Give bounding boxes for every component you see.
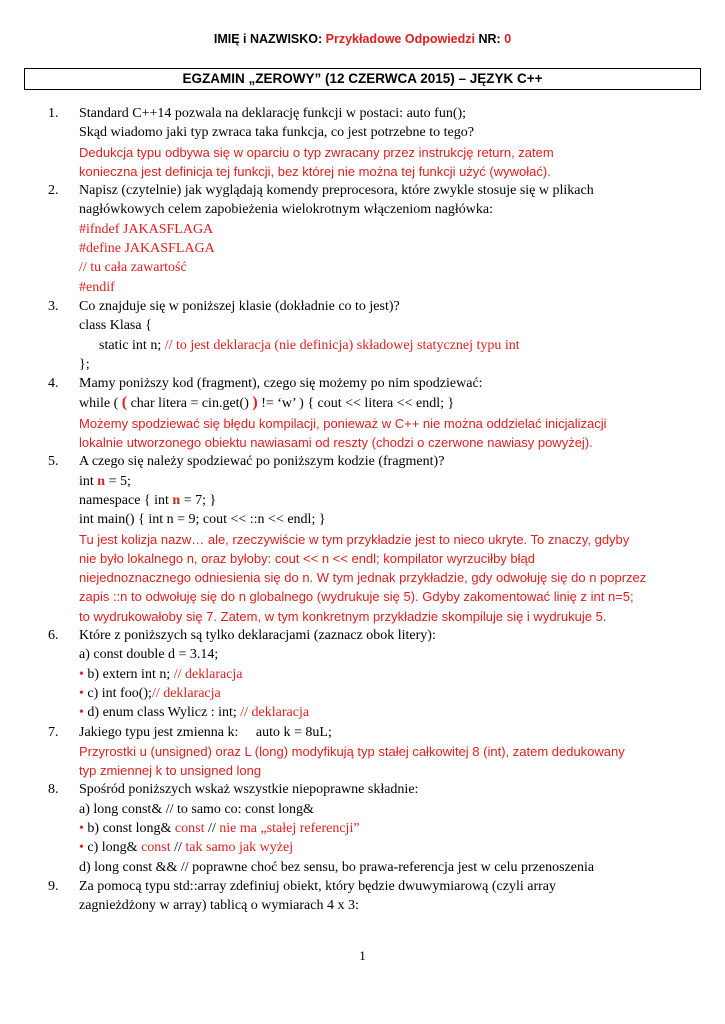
code-text: char litera = cin.get() bbox=[130, 396, 249, 412]
question-text-part: Jakiego typu jest zmienna k: bbox=[79, 724, 239, 740]
question-text: Za pomocą typu std::array zdefiniuj obiekt, który będzie dwuwymiarową (czyli array bbox=[79, 878, 556, 894]
question-5 bbox=[0, 452, 725, 626]
option-text: d) enum class Wylicz : int; bbox=[87, 705, 237, 721]
answer-text: tak samo jak wyżej bbox=[185, 840, 294, 856]
question-number: 8. bbox=[48, 782, 59, 798]
question-number: 7. bbox=[48, 724, 59, 740]
option-c bbox=[79, 684, 697, 703]
code-line: }; bbox=[79, 356, 90, 372]
question-7 bbox=[0, 723, 725, 781]
question-text: Skąd wiadomo jaki typ zwraca taka funkcja, co jest potrzebne to tego? bbox=[79, 125, 474, 141]
question-text: Napisz (czytelnie) jak wyglądają komendy preprocesora, które zwykle stosuje się w plikach bbox=[79, 183, 594, 199]
option-text: b) extern int n; bbox=[87, 666, 171, 682]
code-line bbox=[79, 472, 697, 491]
bullet-mark: • bbox=[79, 820, 84, 836]
answer-text: lokalnie utworzonego obiektu nawiasami od reszty (chodzi o czerwone nawiasy powyżej). bbox=[79, 435, 593, 451]
option-text: c) long& bbox=[87, 840, 138, 856]
questions bbox=[0, 104, 725, 915]
question-6 bbox=[0, 626, 725, 722]
question-text: nagłówkowych celem zapobieżenia wielokrotnym włączeniom nagłówka: bbox=[79, 202, 494, 218]
question-number: 3. bbox=[48, 298, 59, 314]
nr-value: 0 bbox=[504, 32, 512, 46]
question-number: 4. bbox=[48, 376, 59, 392]
answer-text: niejednoznacznego odniesienia się do n. W tym jednak przykładzie, gdy odwołuję się do n poprzez bbox=[79, 570, 647, 586]
code-text: auto k = 8uL; bbox=[255, 724, 332, 740]
highlighted-identifier: n bbox=[172, 492, 181, 508]
answer-text: konieczna jest definicja tej funkcji, bez której nie można tej funkcji użyć (wywołać). bbox=[79, 163, 551, 179]
question-1 bbox=[0, 104, 725, 181]
highlighted-const: const bbox=[141, 840, 171, 856]
answer-text: Możemy spodziewać się błędu kompilacji, ponieważ w C++ nie można oddzielać inicjalizacji bbox=[79, 415, 607, 431]
code-line: int main() { int n = 9; cout << ::n << endl; } bbox=[79, 512, 326, 528]
comment-marker: // bbox=[207, 820, 216, 836]
question-text: Standard C++14 pozwala na deklarację funkcji w postaci: auto fun(); bbox=[79, 106, 467, 121]
option-b bbox=[79, 665, 697, 684]
answer-text: Tu jest kolizja nazw… ale, rzeczywiście w tym przykładzie jest to nieco ukryte. To znaczy, gdyby bbox=[79, 531, 630, 547]
student-name: Przykładowe Odpowiedzi bbox=[325, 32, 475, 46]
name-label: IMIĘ i NAZWISKO: bbox=[213, 32, 323, 46]
question-9 bbox=[0, 877, 725, 916]
highlighted-close-paren: ) bbox=[252, 394, 258, 412]
answer-code: #define JAKASFLAGA bbox=[79, 241, 215, 257]
question-number: 5. bbox=[48, 454, 59, 470]
code-text: != ‘w’ ) { cout << litera << endl; } bbox=[261, 396, 455, 412]
option-d: d) long const && // poprawne choć bez sensu, bo prawa-referencja jest w celu przenoszenia bbox=[79, 859, 595, 875]
bullet-mark: • bbox=[79, 840, 84, 856]
code-text: namespace { int bbox=[79, 492, 169, 508]
answer-text: // deklaracja bbox=[240, 705, 310, 721]
option-text: c) int foo(); bbox=[87, 685, 152, 701]
answer-text: nie ma „stałej referencji” bbox=[219, 820, 360, 836]
question-number: 1. bbox=[48, 106, 59, 121]
answer-code: #endif bbox=[79, 279, 115, 295]
answer-text: // to jest deklaracja (nie definicja) składowej statycznej typu int bbox=[164, 337, 520, 353]
page-number: 1 bbox=[359, 948, 366, 963]
code-text: while ( bbox=[79, 396, 119, 412]
question-2 bbox=[0, 181, 725, 297]
answer-text: typ zmiennej k to unsigned long bbox=[79, 763, 262, 779]
question-3 bbox=[0, 297, 725, 374]
code-text: int bbox=[79, 473, 94, 489]
question-text: Które z poniższych są tylko deklaracjami (zaznacz obok litery): bbox=[79, 628, 436, 644]
question-text: Mamy poniższy kod (fragment), czego się możemy po nim spodziewać: bbox=[79, 376, 483, 392]
nr-label: NR: bbox=[478, 32, 501, 46]
question-text bbox=[79, 723, 697, 742]
question-4 bbox=[0, 374, 725, 452]
question-number: 6. bbox=[48, 628, 59, 644]
code-line: class Klasa { bbox=[79, 318, 152, 334]
answer-text: Dedukcja typu odbywa się w oparciu o typ zwracany przez instrukcję return, zatem bbox=[79, 144, 554, 160]
bullet-mark: • bbox=[79, 666, 84, 682]
answer-text: zapis ::n to odwołuję się do n globalnego (wydrukuje się 5). Gdyby zakomentować linię z int n=5; bbox=[79, 589, 634, 605]
option-b bbox=[79, 819, 697, 838]
bullet-mark: • bbox=[79, 685, 84, 701]
code-line bbox=[79, 393, 697, 413]
answer-text: Przyrostki u (unsigned) oraz L (long) modyfikują typ stałej całkowitej 8 (int), zatem dedukowany bbox=[79, 743, 625, 759]
question-text: Co znajduje się w poniższej klasie (dokładnie co to jest)? bbox=[79, 298, 400, 314]
highlighted-identifier: n bbox=[97, 473, 106, 489]
question-text: Spośród poniższych wskaż wszystkie niepoprawne składnie: bbox=[79, 782, 419, 798]
question-text: A czego się należy spodziewać po poniższym kodzie (fragment)? bbox=[79, 454, 445, 470]
answer-code: #ifndef JAKASFLAGA bbox=[79, 221, 214, 237]
option-d bbox=[79, 703, 697, 722]
code-line bbox=[79, 336, 697, 355]
option-c bbox=[79, 838, 697, 857]
code-text: static int n; bbox=[99, 337, 162, 353]
option-text: b) const long& bbox=[87, 820, 172, 836]
comment-marker: // bbox=[174, 840, 182, 856]
question-number: 9. bbox=[48, 878, 59, 894]
code-text: = 5; bbox=[108, 473, 131, 489]
highlighted-open-paren: ( bbox=[121, 394, 128, 412]
exam-title: EGZAMIN „ZEROWY” (12 CZERWCA 2015) – JĘZYK C++ bbox=[24, 68, 701, 90]
option-a: a) const double d = 3.14; bbox=[79, 647, 219, 663]
code-line bbox=[79, 491, 697, 510]
question-number: 2. bbox=[48, 183, 59, 199]
exam-header bbox=[0, 32, 725, 46]
option-a: a) long const& // to samo co: const long& bbox=[79, 801, 314, 817]
question-8 bbox=[0, 780, 725, 876]
answer-code: // tu cała zawartość bbox=[79, 260, 187, 276]
answer-text: // deklaracja bbox=[151, 685, 221, 701]
answer-text: to wydrukowałoby się 7. Zatem, w tym konkretnym przykładzie skompiluje się i wydrukuje 5. bbox=[79, 608, 607, 624]
answer-text: nie było lokalnego n, oraz byłoby: cout << n << endl; kompilator wyrzuciłby błąd bbox=[79, 550, 535, 566]
question-text: zagnieżdżony w array) tablicą o wymiarach 4 x 3: bbox=[79, 898, 359, 914]
highlighted-const: const bbox=[174, 820, 205, 836]
bullet-mark: • bbox=[79, 705, 84, 721]
code-text: = 7; } bbox=[183, 492, 217, 508]
answer-text: // deklaracja bbox=[173, 666, 243, 682]
